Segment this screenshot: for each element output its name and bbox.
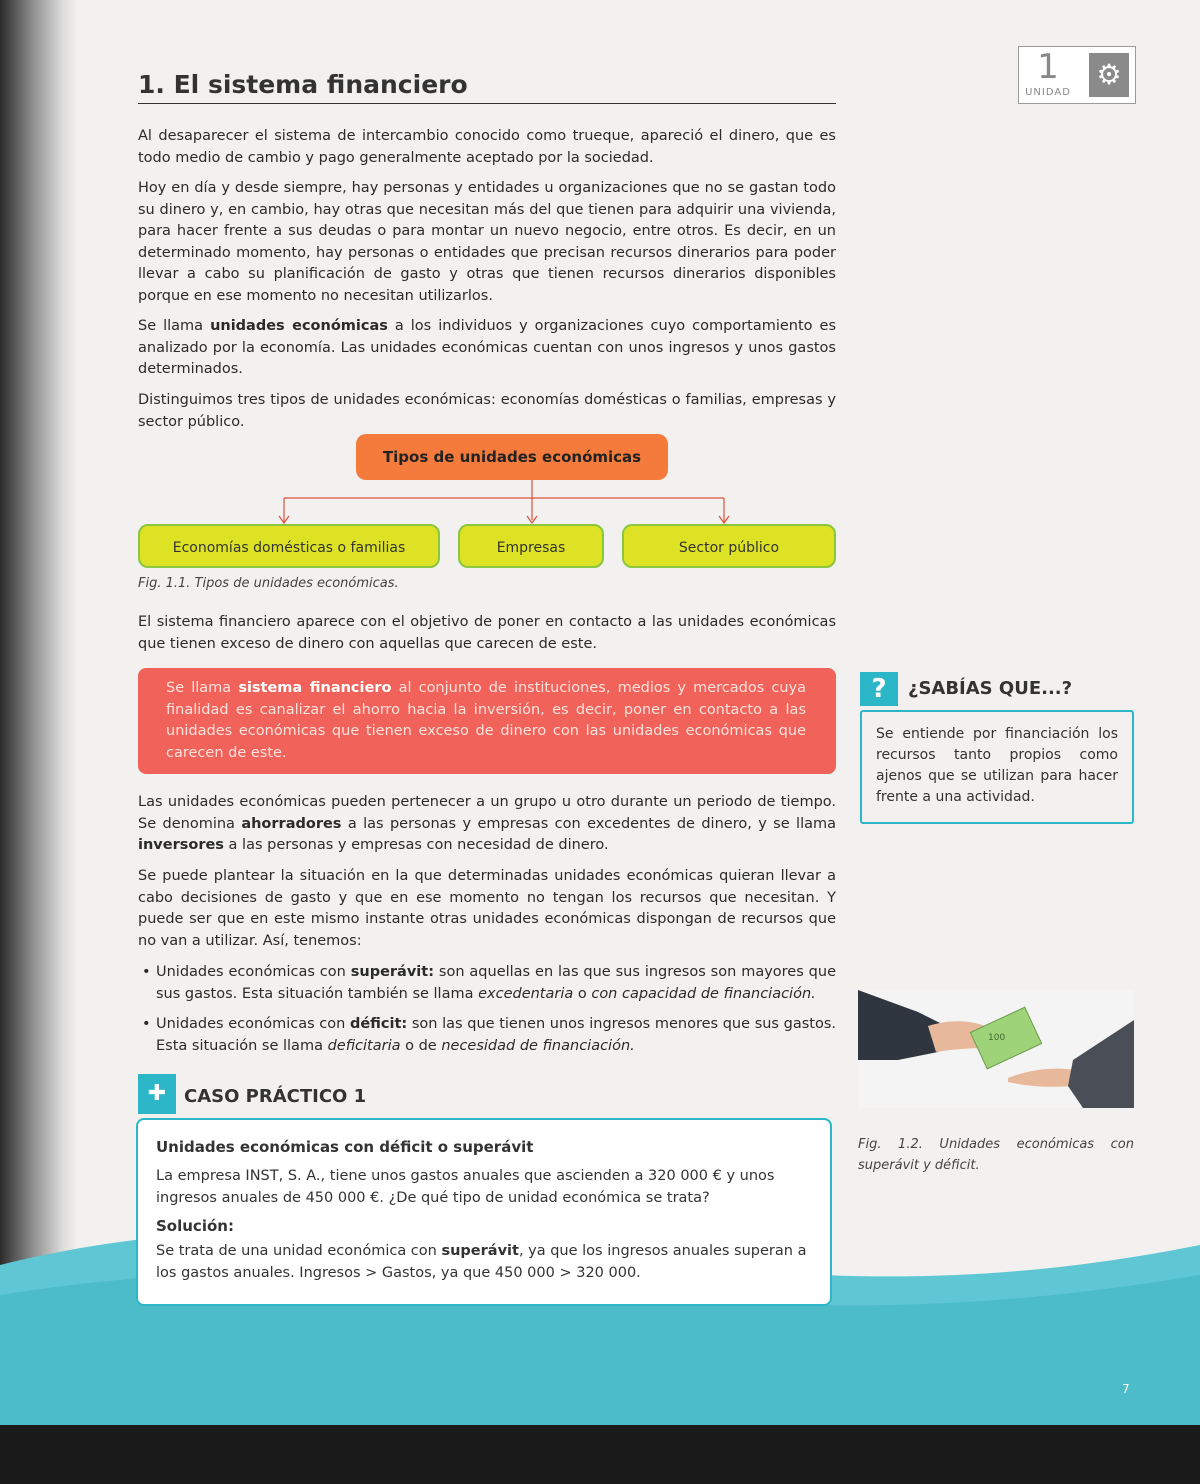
question-icon: ? (860, 672, 898, 706)
definition-box (138, 668, 836, 774)
figure-caption-2: Fig. 1.2. Unidades económicas con superávit y déficit. (858, 1137, 1134, 1173)
p6-text: a las personas y empresas con necesidad de dinero. (223, 837, 609, 853)
caso-practico-box (136, 1118, 832, 1306)
solution-text: , ya que los ingresos anuales superan a los gastos anuales. Ingresos > Gastos, ya que 450 000 > 320 000. (156, 1243, 807, 1281)
unit-label: UNIDAD (1025, 87, 1071, 98)
paragraph-7: Se puede plantear la situación en la que determinadas unidades económicas quieran llevar a cabo decisiones de gasto y que en ese momento no tengan los recursos que necesitan. Y puede ser que en este mismo instante otras unidades económicas dispongan de recursos que no van a utilizar. Así, tenemos: (138, 868, 836, 949)
caso-practico-header (138, 1074, 838, 1120)
paragraph-5: El sistema financiero aparece con el objetivo de poner en contacto a las unidades económicas que tienen exceso de dinero con aquellas que carecen de este. (138, 614, 836, 652)
puzzle-icon: ✚ (138, 1074, 176, 1114)
money-exchange-photo (858, 990, 1134, 1108)
term-excedentaria: excedentaria (478, 985, 574, 1002)
p6-text: a las personas y empresas con excedentes de dinero, y se llama (341, 815, 836, 832)
sabias-title: ¿SABÍAS QUE...? (908, 678, 1073, 699)
book-gutter (0, 0, 78, 1425)
bullet-superavit (140, 962, 836, 1005)
caso-solution (156, 1241, 812, 1284)
term-deficitaria: deficitaria (327, 1037, 401, 1054)
gear-icon: ⚙ (1089, 53, 1129, 97)
term-ahorradores: ahorradores (241, 815, 342, 832)
sabias-header (860, 670, 1134, 710)
bullet-text: son aquellas en las que sus ingresos son mayores que sus gastos. Esta situación también se llama (156, 964, 836, 1002)
section-title: 1. El sistema financiero (138, 70, 836, 104)
paragraph-4: Distinguimos tres tipos de unidades económicas: economías domésticas o familias, empresas y sector público. (138, 392, 836, 430)
term-capacidad: con capacidad de financiación. (591, 985, 816, 1002)
unit-number: 1 (1037, 47, 1059, 87)
diagram-root-node: Tipos de unidades económicas (356, 434, 668, 480)
term-sistema-financiero: sistema financiero (238, 680, 392, 696)
definition-text: Se llama (166, 680, 239, 696)
bullet-text: Unidades económicas con (156, 964, 351, 980)
bullet-text: son las que tienen unos ingresos menores que sus gastos. Esta situación se llama (156, 1016, 836, 1054)
bullet-text: o de (400, 1037, 442, 1054)
page-number: 7 (1122, 1382, 1130, 1396)
types-diagram (138, 434, 836, 574)
term-inversores: inversores (138, 837, 224, 853)
sabias-text: Se entiende por financiación los recursos tanto propios como ajenos que se utilizan para hacer frente a una actividad. (860, 710, 1134, 824)
svg-text:100: 100 (988, 1033, 1006, 1043)
bullet-deficit (140, 1014, 836, 1057)
term-deficit: déficit: (349, 1016, 408, 1032)
caso-title: CASO PRÁCTICO 1 (184, 1086, 367, 1107)
term-superavit-solution: superávit (441, 1243, 519, 1259)
p3-text: Se llama (138, 318, 211, 334)
bullet-text: o (573, 985, 592, 1002)
unit-badge (1018, 46, 1136, 104)
definition-text: al conjunto de instituciones, medios y mercados cuya finalidad es canalizar el ahorro hacia la inversión, es decir, poner en contacto a las unidades económicas que tienen exceso de dinero con las unidades económicas que carecen de este. (166, 680, 806, 761)
term-superavit: superávit: (350, 964, 434, 980)
term-necesidad: necesidad de financiación. (441, 1037, 635, 1054)
caso-solution-label: Solución: (156, 1217, 234, 1235)
paragraph-6 (138, 792, 836, 857)
figure-caption-1: Fig. 1.1. Tipos de unidades económicas. (138, 576, 399, 591)
diagram-node-empresas: Empresas (458, 524, 604, 568)
caso-subtitle: Unidades económicas con déficit o superávit (156, 1138, 534, 1156)
paragraph-2: Hoy en día y desde siempre, hay personas y entidades u organizaciones que no se gastan todo su dinero y, en cambio, hay otras que necesitan más del que tienen para adquirir una vivienda, para hacer frente a sus deudas o para montar un nuevo negocio, entre otros. Es decir, en un determinado momento, hay personas o entidades que precisan recursos dinerarios para poder llevar a cabo su planificación de gasto y otras que tienen recursos dinerarios disponibles porque en ese momento no necesitan utilizarlos. (138, 180, 836, 304)
p6-text: Las unidades económicas pueden pertenecer a un grupo u otro durante un periodo de tiempo. Se denomina (138, 794, 836, 832)
p3-text: a los individuos y organizaciones cuyo comportamiento es analizado por la economía. Las unidades económicas cuentan con unos ingresos y unos gastos determinados. (138, 318, 837, 377)
solution-text: Se trata de una unidad económica con (156, 1243, 442, 1259)
diagram-node-familias: Economías domésticas o familias (138, 524, 440, 568)
sabias-que-box (860, 670, 1134, 824)
paragraph-3 (138, 316, 836, 381)
bullet-text: Unidades económicas con (156, 1016, 350, 1032)
diagram-node-sector-publico: Sector público (622, 524, 836, 568)
paragraph-1: Al desaparecer el sistema de intercambio conocido como trueque, apareció el dinero, que es todo medio de cambio y pago generalmente aceptado por la sociedad. (138, 128, 836, 166)
caso-statement: La empresa INST, S. A., tiene unos gastos anuales que ascienden a 320 000 € y unos ingresos anuales de 450 000 €. ¿De qué tipo de unidad económica se trata? (156, 1168, 775, 1206)
term-unidades-economicas: unidades económicas (210, 318, 388, 334)
